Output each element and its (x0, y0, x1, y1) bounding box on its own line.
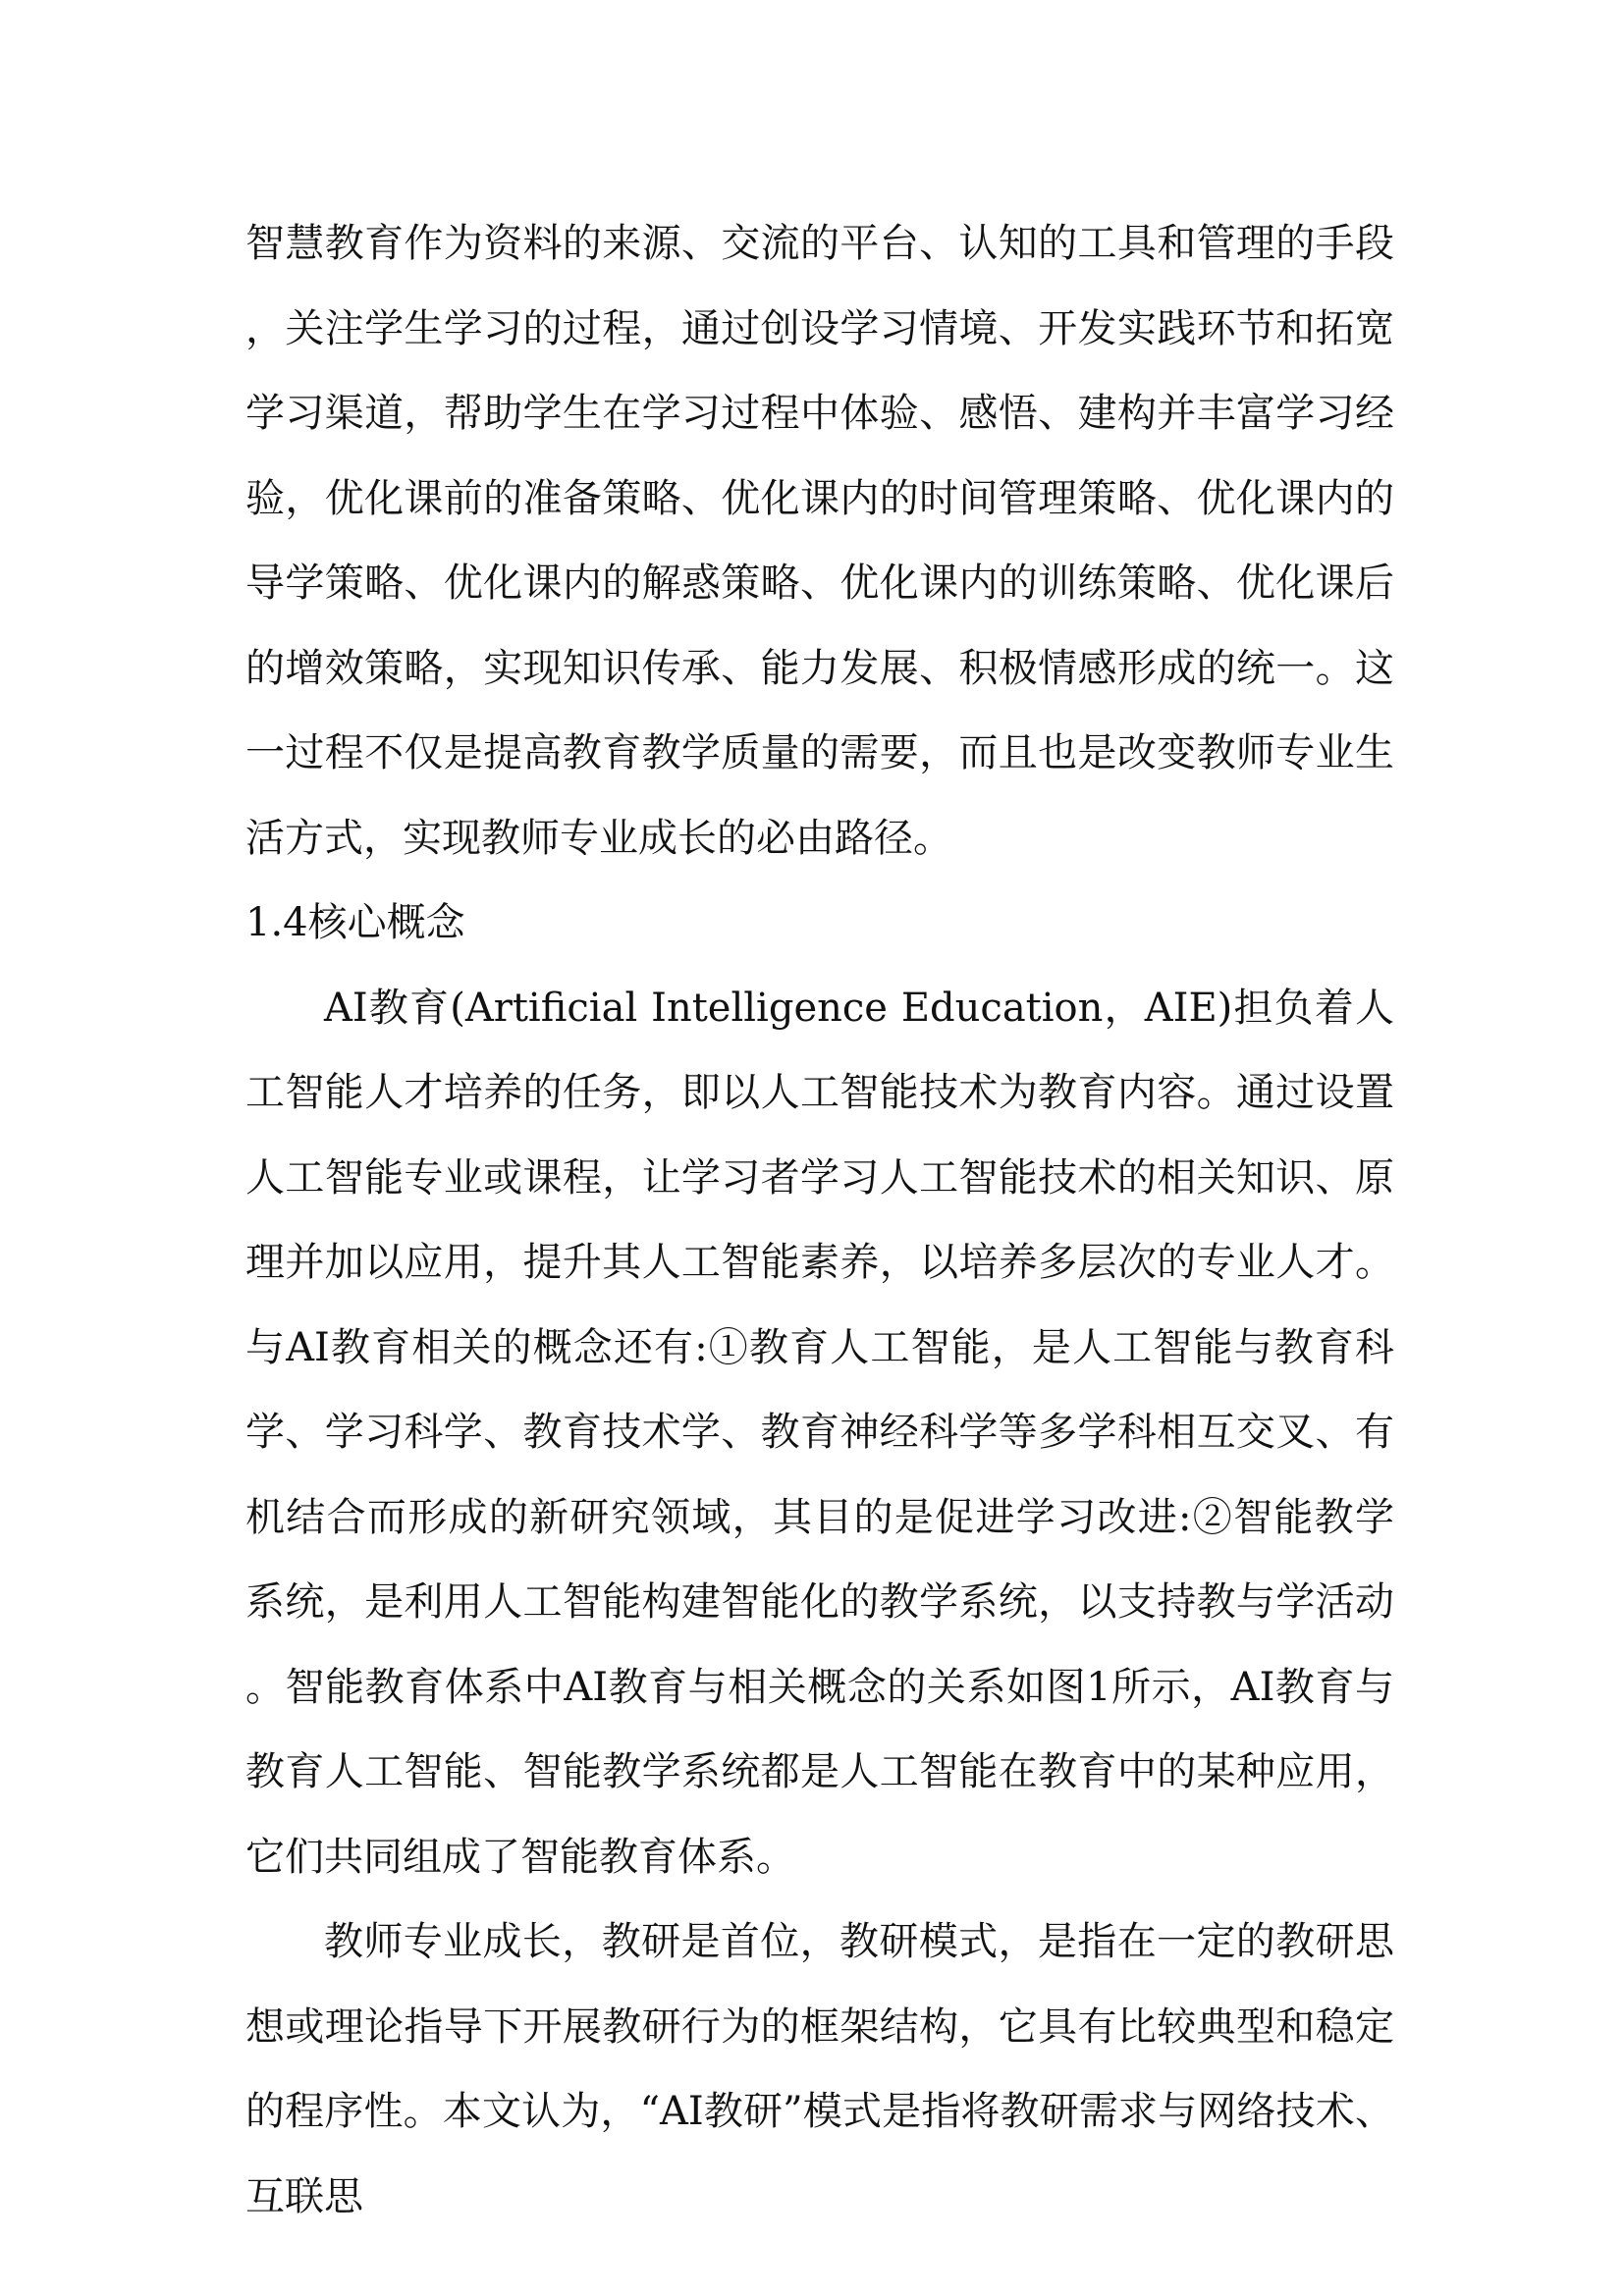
paragraph-smart-education: 智慧教育作为资料的来源、交流的平台、认知的工具和管理的手段，关注学生学习的过程，通过创设学习情境、开发实践环节和拓宽学习渠道，帮助学生在学习过程中体验、感悟、建构并丰富学习经验，优化课前的准备策略、优化课内的时间管理策略、优化课内的导学策略、优化课内的解惑策略、优化课内的训练策略、优化课后的增效策略，实现知识传承、能力发展、积极情感形成的统一。这一过程不仅是提高教育教学质量的需要，而且也是改变教师专业生活方式，实现教师专业成长的必由路径。 (245, 221, 1394, 861)
section-heading-core-concepts: 1.4核心概念 (245, 900, 465, 945)
paragraph-ai-education: AI教育(Artificial Intelligence Education，AIE)担负着人工智能人才培养的任务，即以人工智能技术为教育内容。通过设置人工智能专业或课程，让学习者学习人工智能技术的相关知识、原理并加以应用，提升其人工智能素养，以培养多层次的专业人才。与AI教育相关的概念还有:①教育人工智能，是人工智能与教育科学、学习科学、教育技术学、教育神经科学等多学科相互交叉、有机结合而形成的新研究领域，其目的是促进学习改进:②智能教学系统，是利用人工智能构建智能化的教学系统，以支持教与学活动。智能教育体系中AI教育与相关概念的关系如图1所示，AI教育与教育人工智能、智能教学系统都是人工智能在教育中的某种应用，它们共同组成了智能教育体系。 (245, 985, 1394, 1880)
paragraph-teacher-growth: 教师专业成长，教研是首位，教研模式，是指在一定的教研思想或理论指导下开展教研行为的框架结构，它具有比较典型和稳定的程序性。本文认为，“AI教研”模式是指将教研需求与网络技术、互联思 (245, 1919, 1394, 2219)
document-body (245, 201, 1394, 2239)
